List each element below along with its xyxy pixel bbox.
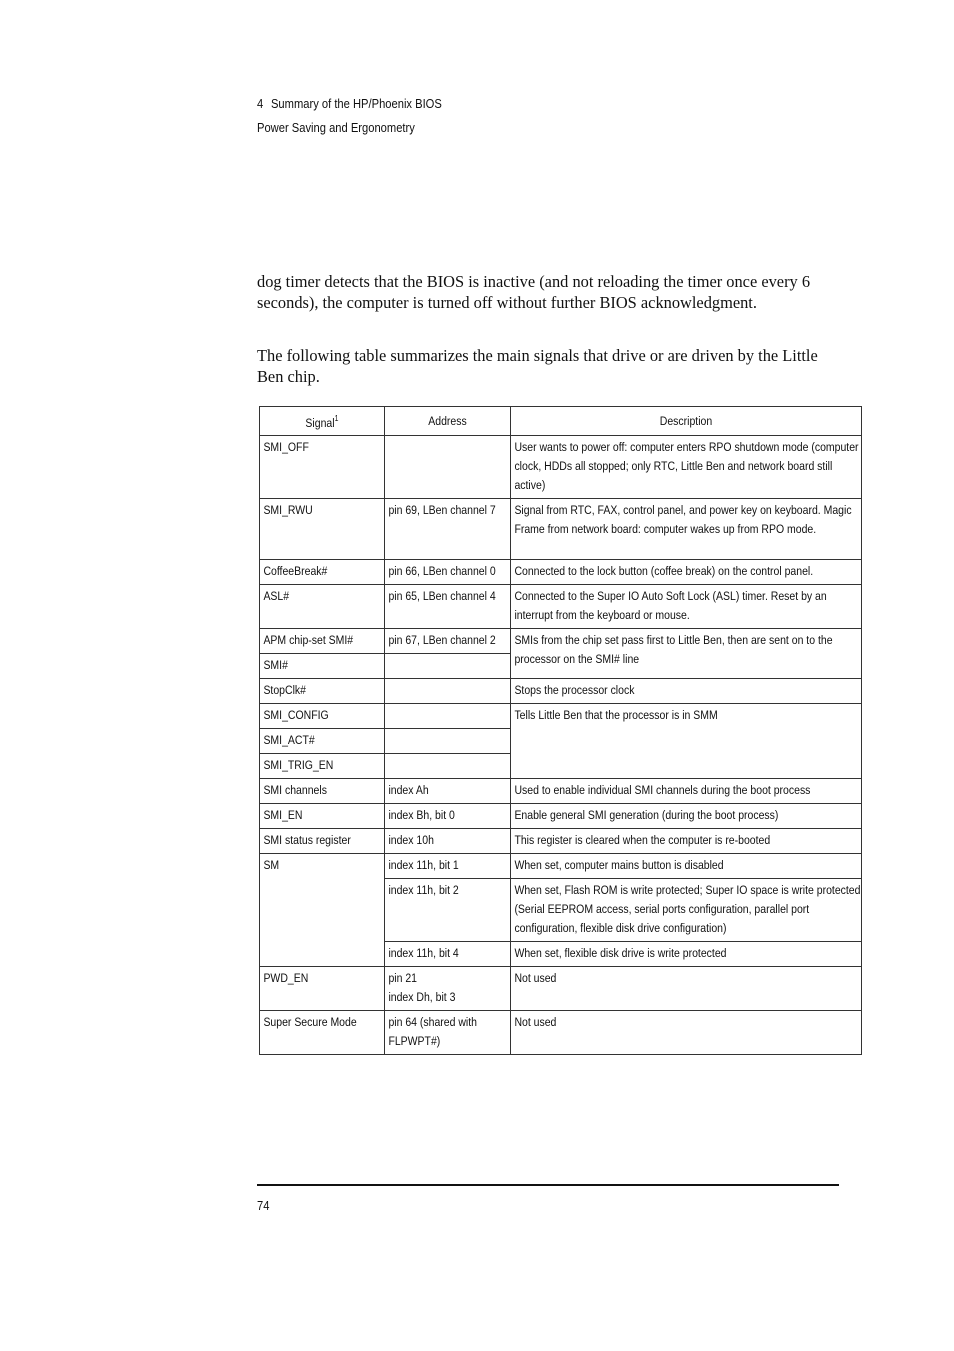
description-cell	[511, 704, 862, 779]
table-row	[260, 704, 862, 729]
signal-text: SMI#	[263, 658, 288, 672]
address-cell	[385, 679, 511, 704]
address-text	[385, 729, 517, 734]
address-cell	[385, 942, 511, 967]
address-text: index 11h, bit 1	[388, 858, 459, 872]
address-text-line1: pin 64 (shared with	[388, 1015, 478, 1029]
description-text: Connected to the Super IO Auto Soft Lock (ASL) timer. Reset by an interrupt from the keyboard or mouse.	[514, 589, 827, 622]
address-cell	[385, 654, 511, 679]
address-text: pin 66, LBen channel 0	[388, 564, 496, 578]
signal-text: SMI_EN	[263, 808, 303, 822]
address-text	[385, 704, 517, 709]
description-text: SMIs from the chip set pass first to Little Ben, then are sent on to the processor on the SMI# line	[514, 633, 833, 666]
table-row	[260, 854, 862, 879]
address-cell	[385, 704, 511, 729]
table-row	[260, 499, 862, 560]
signal-cell	[260, 829, 385, 854]
description-cell	[511, 1011, 862, 1055]
signal-cell	[260, 499, 385, 560]
body-paragraph-2: The following table summarizes the main signals that drive or are driven by the Little Ben chip.	[257, 346, 818, 386]
address-cell	[385, 1011, 511, 1055]
description-cell	[511, 629, 862, 679]
description-text: Tells Little Ben that the processor is in SMM	[514, 708, 718, 722]
address-cell	[385, 829, 511, 854]
table-header-row	[260, 407, 862, 436]
address-text: pin 69, LBen channel 7	[388, 503, 496, 517]
signal-cell	[260, 729, 385, 754]
address-text-line1: pin 21	[388, 971, 418, 985]
address-cell	[385, 754, 511, 779]
body-paragraph-1: dog timer detects that the BIOS is inactive (and not reloading the timer once every 6 seconds), the computer is turned off without further BIOS acknowledgment.	[257, 272, 811, 312]
address-cell	[385, 560, 511, 585]
signal-text: CoffeeBreak#	[263, 564, 328, 578]
address-text: index Bh, bit 0	[388, 808, 455, 822]
description-cell	[511, 804, 862, 829]
section-title: Power Saving and Ergonometry	[257, 120, 415, 135]
address-text	[385, 436, 517, 441]
signal-cell	[260, 754, 385, 779]
description-text: When set, Flash ROM is write protected; Super IO space is write protected (Serial EEPROM access, serial ports configuration, parallel port configuration, flexible disk drive configuration)	[514, 883, 861, 935]
page-number: 74	[257, 1198, 270, 1213]
signal-cell	[260, 560, 385, 585]
table-row	[260, 436, 862, 499]
signal-text: SMI_OFF	[263, 440, 309, 454]
signal-text: SMI_RWU	[263, 503, 313, 517]
footer-rule	[257, 1184, 839, 1186]
description-text: Not used	[514, 971, 557, 985]
signal-cell	[260, 629, 385, 654]
header-signal	[260, 407, 385, 436]
address-text: index 11h, bit 4	[388, 946, 459, 960]
address-cell	[385, 967, 511, 1011]
table-row	[260, 679, 862, 704]
signal-text: SMI_TRIG_EN	[263, 758, 334, 772]
address-text: pin 67, LBen channel 2	[388, 633, 496, 647]
chapter-header	[257, 96, 442, 111]
signal-text: SMI_CONFIG	[263, 708, 329, 722]
table-row	[260, 629, 862, 654]
table-row	[260, 967, 862, 1011]
header-description-label: Description	[659, 413, 713, 428]
signal-cell	[260, 1011, 385, 1055]
signal-cell	[260, 804, 385, 829]
signal-text: SMI_ACT#	[263, 733, 315, 747]
address-text	[385, 679, 517, 684]
description-cell	[511, 436, 862, 499]
description-text: Used to enable individual SMI channels during the boot process	[514, 783, 811, 797]
address-cell	[385, 436, 511, 499]
signal-cell	[260, 779, 385, 804]
chapter-number: 4	[257, 96, 264, 111]
description-text: Enable general SMI generation (during the boot process)	[514, 808, 779, 822]
table-row	[260, 779, 862, 804]
description-text: Signal from RTC, FAX, control panel, and power key on keyboard. Magic Frame from network board: computer wakes up from RPO mode.	[514, 503, 852, 536]
signal-cell	[260, 436, 385, 499]
address-cell	[385, 804, 511, 829]
header-address	[385, 407, 511, 436]
description-text: User wants to power off: computer enters RPO shutdown mode (computer clock, HDDs all stopped; only RTC, Little Ben and network board still active)	[514, 440, 859, 492]
table-row	[260, 585, 862, 629]
address-cell	[385, 879, 511, 942]
header-address-label: Address	[428, 413, 467, 428]
signal-text: APM chip-set SMI#	[263, 633, 354, 647]
description-cell	[511, 779, 862, 804]
signal-cell	[260, 585, 385, 629]
header-signal-label: Signal	[305, 416, 335, 430]
signal-cell	[260, 967, 385, 1011]
address-text: index Ah	[388, 783, 429, 797]
signal-cell	[260, 854, 385, 967]
signal-cell	[260, 679, 385, 704]
description-cell	[511, 854, 862, 879]
address-cell	[385, 779, 511, 804]
description-cell	[511, 679, 862, 704]
address-text: index 10h	[388, 833, 434, 847]
signal-text: SMI channels	[263, 783, 327, 797]
address-text-line2: FLPWPT#)	[388, 1034, 441, 1048]
description-text: Stops the processor clock	[514, 683, 635, 697]
table-row	[260, 829, 862, 854]
chapter-title: Summary of the HP/Phoenix BIOS	[270, 96, 442, 111]
signal-table	[259, 406, 862, 1055]
signal-text: ASL#	[263, 589, 290, 603]
table-row	[260, 804, 862, 829]
address-cell	[385, 629, 511, 654]
address-text: pin 65, LBen channel 4	[388, 589, 496, 603]
description-cell	[511, 560, 862, 585]
address-text-line2: index Dh, bit 3	[388, 990, 456, 1004]
description-cell	[511, 967, 862, 1011]
description-text: This register is cleared when the computer is re-booted	[514, 833, 771, 847]
description-text: Connected to the lock button (coffee break) on the control panel.	[514, 564, 814, 578]
description-cell	[511, 879, 862, 942]
description-cell	[511, 585, 862, 629]
description-cell	[511, 499, 862, 560]
signal-footnote-marker: 1	[334, 414, 339, 423]
description-text: Not used	[514, 1015, 557, 1029]
address-cell	[385, 729, 511, 754]
signal-text: PWD_EN	[263, 971, 309, 985]
table-row	[260, 1011, 862, 1055]
address-text	[385, 654, 517, 659]
signal-cell	[260, 704, 385, 729]
signal-text: SMI status register	[263, 833, 351, 847]
header-description	[511, 407, 862, 436]
signal-text: StopClk#	[263, 683, 306, 697]
address-text: index 11h, bit 2	[388, 883, 459, 897]
address-cell	[385, 585, 511, 629]
address-cell	[385, 499, 511, 560]
signal-text: Super Secure Mode	[263, 1015, 357, 1029]
description-text: When set, computer mains button is disabled	[514, 858, 724, 872]
description-cell	[511, 942, 862, 967]
description-cell	[511, 829, 862, 854]
description-text: When set, flexible disk drive is write protected	[514, 946, 727, 960]
signal-text: SM	[263, 858, 280, 872]
address-text	[385, 754, 517, 759]
signal-cell	[260, 654, 385, 679]
table-row	[260, 560, 862, 585]
address-cell	[385, 854, 511, 879]
